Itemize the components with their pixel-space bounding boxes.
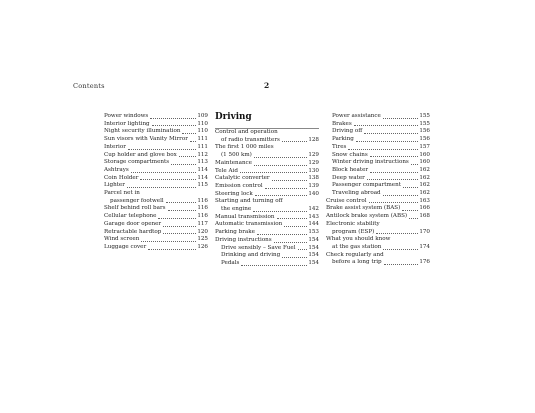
dot-leader <box>179 156 197 157</box>
toc-entry-title: at the gas station <box>332 243 382 250</box>
dot-leader <box>376 233 418 234</box>
dot-leader <box>141 241 196 242</box>
toc-entry-title: Check regularly and <box>326 251 384 258</box>
dot-leader <box>255 195 308 196</box>
toc-entry[interactable] <box>215 229 319 237</box>
dot-leader <box>274 242 308 243</box>
toc-entry[interactable] <box>326 205 430 213</box>
toc-entry-page: 153 <box>308 229 319 236</box>
dot-leader <box>158 218 196 219</box>
dot-leader <box>403 187 418 188</box>
dot-leader <box>364 133 418 134</box>
toc-entry-page: 166 <box>419 205 430 212</box>
toc-entry[interactable] <box>104 190 208 198</box>
toc-entry-title: Driving instructions <box>215 236 272 243</box>
toc-entry-title: Garage door opener <box>104 220 162 227</box>
toc-entry-page: 130 <box>308 167 319 174</box>
toc-entry-title: Drinking and driving <box>221 252 281 259</box>
toc-entry[interactable] <box>215 221 319 229</box>
dot-leader <box>241 265 307 266</box>
toc-entry-title: Wind screen <box>104 236 140 243</box>
dot-leader <box>272 180 308 181</box>
dot-leader <box>402 210 418 211</box>
toc-entry-page: 116 <box>197 197 208 204</box>
dot-leader <box>127 187 196 188</box>
toc-entry-title: Pedals <box>221 259 240 266</box>
toc-entry-title: of radio transmitters <box>221 136 280 143</box>
toc-entry[interactable] <box>215 183 319 191</box>
toc-entry[interactable] <box>326 229 430 237</box>
toc-entry-page: 120 <box>197 228 208 235</box>
toc-entry-title: Driving off <box>332 128 363 135</box>
toc-entry[interactable] <box>215 245 319 253</box>
toc-entry[interactable] <box>215 168 319 176</box>
toc-entry[interactable] <box>215 252 319 260</box>
toc-entry[interactable] <box>326 259 430 267</box>
toc-entry[interactable] <box>215 191 319 199</box>
toc-entry[interactable] <box>104 136 208 144</box>
toc-entry-title: Lighter <box>104 182 125 189</box>
toc-entry-title: The first 1 000 miles <box>215 144 274 151</box>
dot-leader <box>253 211 307 212</box>
dot-leader <box>171 164 196 165</box>
dot-leader <box>148 249 196 250</box>
toc-entry[interactable] <box>326 152 430 160</box>
dot-leader <box>150 118 196 119</box>
toc-entry-title: Tires <box>332 143 347 150</box>
toc-entry-page: 144 <box>308 221 319 228</box>
page-number: 2 <box>264 81 270 90</box>
toc-entry-title: Steering lock <box>215 190 253 197</box>
dot-leader <box>182 133 196 134</box>
toc-entry-title: before a long trip <box>332 259 382 266</box>
dot-leader <box>383 249 418 250</box>
toc-entry-title: Traveling abroad <box>332 190 381 197</box>
dot-leader <box>384 264 419 265</box>
dot-leader <box>163 233 196 234</box>
toc-entry[interactable] <box>326 113 430 121</box>
toc-entry[interactable] <box>215 152 319 160</box>
toc-entry-title: Drive sensibly – Save Fuel <box>221 244 296 251</box>
toc-entry-page: 162 <box>419 174 430 181</box>
toc-list-driving <box>215 129 319 268</box>
toc-entry-page: 156 <box>419 136 430 143</box>
toc-entry[interactable] <box>326 167 430 175</box>
toc-entry-title: Night security illumination <box>104 128 181 135</box>
toc-entry-page: 154 <box>308 259 319 266</box>
toc-entry-page: 116 <box>197 213 208 220</box>
toc-entry[interactable] <box>215 175 319 183</box>
toc-entry-page: 115 <box>197 182 208 189</box>
dot-leader <box>284 226 307 227</box>
toc-entry-page: 157 <box>419 143 430 150</box>
toc-entry[interactable] <box>215 206 319 214</box>
toc-entry[interactable] <box>104 182 208 190</box>
toc-entry-title: Power windows <box>104 113 149 119</box>
toc-entry-title: Cellular telephone <box>104 213 157 220</box>
toc-entry[interactable] <box>104 121 208 129</box>
toc-entry[interactable] <box>215 214 319 222</box>
dot-leader <box>348 149 418 150</box>
toc-entry-title: passenger footwell <box>110 197 164 204</box>
toc-entry-page: 162 <box>419 182 430 189</box>
toc-entry[interactable] <box>326 128 430 136</box>
toc-entry[interactable] <box>326 144 430 152</box>
dot-leader <box>254 165 307 166</box>
toc-column-1 <box>104 113 208 252</box>
toc-entry-title: Maintenance <box>215 159 252 166</box>
toc-entry-page: 142 <box>308 206 319 213</box>
dot-leader <box>254 157 307 158</box>
toc-entry-page: 114 <box>197 174 208 181</box>
toc-entry-title: Brakes <box>332 120 352 127</box>
toc-entry[interactable] <box>104 113 208 121</box>
toc-entry-page: 110 <box>197 120 208 127</box>
toc-entry[interactable] <box>326 236 430 244</box>
toc-entry[interactable] <box>104 236 208 244</box>
dot-leader <box>356 141 418 142</box>
toc-entry[interactable] <box>215 129 319 137</box>
dot-leader <box>383 118 418 119</box>
toc-entry[interactable] <box>104 229 208 237</box>
toc-entry-page: 162 <box>419 190 430 197</box>
toc-entry-title: (1 500 km) <box>221 152 252 159</box>
dot-leader <box>369 202 419 203</box>
toc-entry-title: Cup holder and glove box <box>104 151 177 158</box>
toc-entry-title: Cruise control <box>326 197 367 204</box>
toc-column-3 <box>326 113 430 267</box>
toc-entry-title: Block heater <box>332 166 369 173</box>
toc-entry-page: 155 <box>419 113 430 119</box>
toc-entry-page: 154 <box>308 244 319 251</box>
toc-entry-title: Retractable hardtop <box>104 228 162 235</box>
dot-leader <box>383 195 419 196</box>
toc-entry-page: 129 <box>308 152 319 159</box>
toc-entry-page: 128 <box>308 136 319 143</box>
toc-entry-page: 155 <box>419 120 430 127</box>
dot-leader <box>257 234 307 235</box>
toc-entry-page: 170 <box>419 228 430 235</box>
toc-entry-title: Emission control <box>215 182 263 189</box>
toc-entry-title: Interior lighting <box>104 120 150 127</box>
running-header: Contents <box>73 82 105 90</box>
dot-leader <box>282 257 307 258</box>
toc-entry-title: Deep water <box>332 174 365 181</box>
dot-leader <box>163 226 196 227</box>
toc-entry-title: Power assistance <box>332 113 381 119</box>
toc-entry-title: Winter driving instructions <box>332 159 409 166</box>
toc-entry[interactable] <box>104 221 208 229</box>
toc-entry-page: 138 <box>308 175 319 182</box>
toc-entry-title: Catalytic converter <box>215 175 270 182</box>
toc-entry-page: 125 <box>197 236 208 243</box>
toc-entry-page: 116 <box>197 205 208 212</box>
dot-leader <box>265 188 308 189</box>
toc-entry-title: Parking <box>332 136 354 143</box>
toc-entry[interactable] <box>215 160 319 168</box>
dot-leader <box>240 172 307 173</box>
toc-entry-title: Storage compartments <box>104 159 170 166</box>
toc-entry-page: 160 <box>419 159 430 166</box>
dot-leader <box>128 149 196 150</box>
toc-entry[interactable] <box>326 175 430 183</box>
toc-entry[interactable] <box>104 159 208 167</box>
toc-entry[interactable] <box>104 205 208 213</box>
toc-entry-title: Automatic transmission <box>215 221 283 228</box>
dot-leader <box>190 141 196 142</box>
toc-entry-title: Control and operation <box>215 129 278 135</box>
dot-leader <box>282 141 307 142</box>
toc-entry-title: Manual transmission <box>215 213 275 220</box>
toc-column-2 <box>215 113 319 268</box>
dot-leader <box>152 125 197 126</box>
toc-entry-page: 163 <box>419 197 430 204</box>
dot-leader <box>370 156 419 157</box>
section-title-driving: Driving <box>215 112 252 122</box>
toc-entry-page: 154 <box>308 236 319 243</box>
toc-entry-page: 117 <box>197 220 208 227</box>
toc-entry[interactable] <box>215 137 319 145</box>
toc-entry-page: 112 <box>197 151 208 158</box>
toc-entry-page: 143 <box>308 213 319 220</box>
toc-entry-page: 126 <box>197 243 208 250</box>
toc-entry-page: 111 <box>197 143 208 150</box>
dot-leader <box>409 218 418 219</box>
dot-leader <box>367 179 418 180</box>
toc-entry-title: Shelf behind roll bars <box>104 205 166 212</box>
dot-leader <box>354 125 419 126</box>
toc-entry[interactable] <box>326 213 430 221</box>
toc-entry[interactable] <box>326 221 430 229</box>
toc-entry[interactable] <box>215 198 319 206</box>
toc-entry-page: 113 <box>197 159 208 166</box>
toc-entry-page: 139 <box>308 182 319 189</box>
toc-entry[interactable] <box>326 121 430 129</box>
dot-leader <box>411 164 419 165</box>
toc-entry[interactable] <box>104 198 208 206</box>
toc-entry-page: 176 <box>419 259 430 266</box>
toc-entry[interactable] <box>215 237 319 245</box>
toc-entry-page: 174 <box>419 243 430 250</box>
toc-entry[interactable] <box>215 144 319 152</box>
toc-entry[interactable] <box>104 175 208 183</box>
toc-entry[interactable] <box>326 244 430 252</box>
toc-entry-page: 114 <box>197 166 208 173</box>
toc-entry-title: Snow chains <box>332 151 368 158</box>
toc-entry-title: Sun visors with Vanity Mirror <box>104 136 188 143</box>
toc-entry-page: 168 <box>419 213 430 220</box>
toc-entry-title: program (ESP) <box>332 228 375 235</box>
toc-entry[interactable] <box>326 136 430 144</box>
toc-entry-title: What you should know <box>326 236 391 243</box>
dot-leader <box>168 210 197 211</box>
toc-entry[interactable] <box>104 167 208 175</box>
dot-leader <box>140 179 196 180</box>
dot-leader <box>166 202 197 203</box>
toc-entry[interactable] <box>104 152 208 160</box>
toc-entry-page: 140 <box>308 190 319 197</box>
dot-leader <box>131 172 197 173</box>
toc-entry-title: Electronic stability <box>326 220 380 227</box>
toc-entry[interactable] <box>104 244 208 252</box>
toc-entry-page: 110 <box>197 128 208 135</box>
toc-entry-title: the engine <box>221 206 252 213</box>
toc-entry[interactable] <box>326 252 430 260</box>
toc-entry-title: Parking brake <box>215 229 255 236</box>
toc-entry-page: 129 <box>308 159 319 166</box>
toc-entry-title: Brake assist system (BAS) <box>326 205 401 212</box>
toc-entry-title: Parcel net in <box>104 190 140 197</box>
toc-entry[interactable] <box>215 260 319 268</box>
dot-leader <box>298 249 308 250</box>
toc-entry-title: Tele Aid <box>215 167 238 174</box>
toc-entry-page: 111 <box>197 136 208 143</box>
toc-entry-title: Starting and turning off <box>215 198 283 205</box>
dot-leader <box>370 172 418 173</box>
toc-entry-page: 109 <box>197 113 208 119</box>
toc-entry[interactable] <box>326 159 430 167</box>
toc-entry-page: 154 <box>308 252 319 259</box>
toc-entry[interactable] <box>104 128 208 136</box>
toc-entry-page: 162 <box>419 166 430 173</box>
toc-entry-title: Antilock brake system (ABS) <box>326 213 408 220</box>
toc-entry-title: Ashtrays <box>104 166 129 173</box>
toc-entry[interactable] <box>326 190 430 198</box>
toc-entry-title: Luggage cover <box>104 243 147 250</box>
toc-entry-title: Coin Holder <box>104 174 139 181</box>
toc-entry-title: Passenger compartment <box>332 182 401 189</box>
toc-entry[interactable] <box>104 144 208 152</box>
dot-leader <box>277 218 308 219</box>
toc-entry-page: 156 <box>419 128 430 135</box>
toc-entry-title: Interior <box>104 143 126 150</box>
toc-entry[interactable] <box>326 182 430 190</box>
toc-entry[interactable] <box>104 213 208 221</box>
toc-entry-page: 160 <box>419 151 430 158</box>
